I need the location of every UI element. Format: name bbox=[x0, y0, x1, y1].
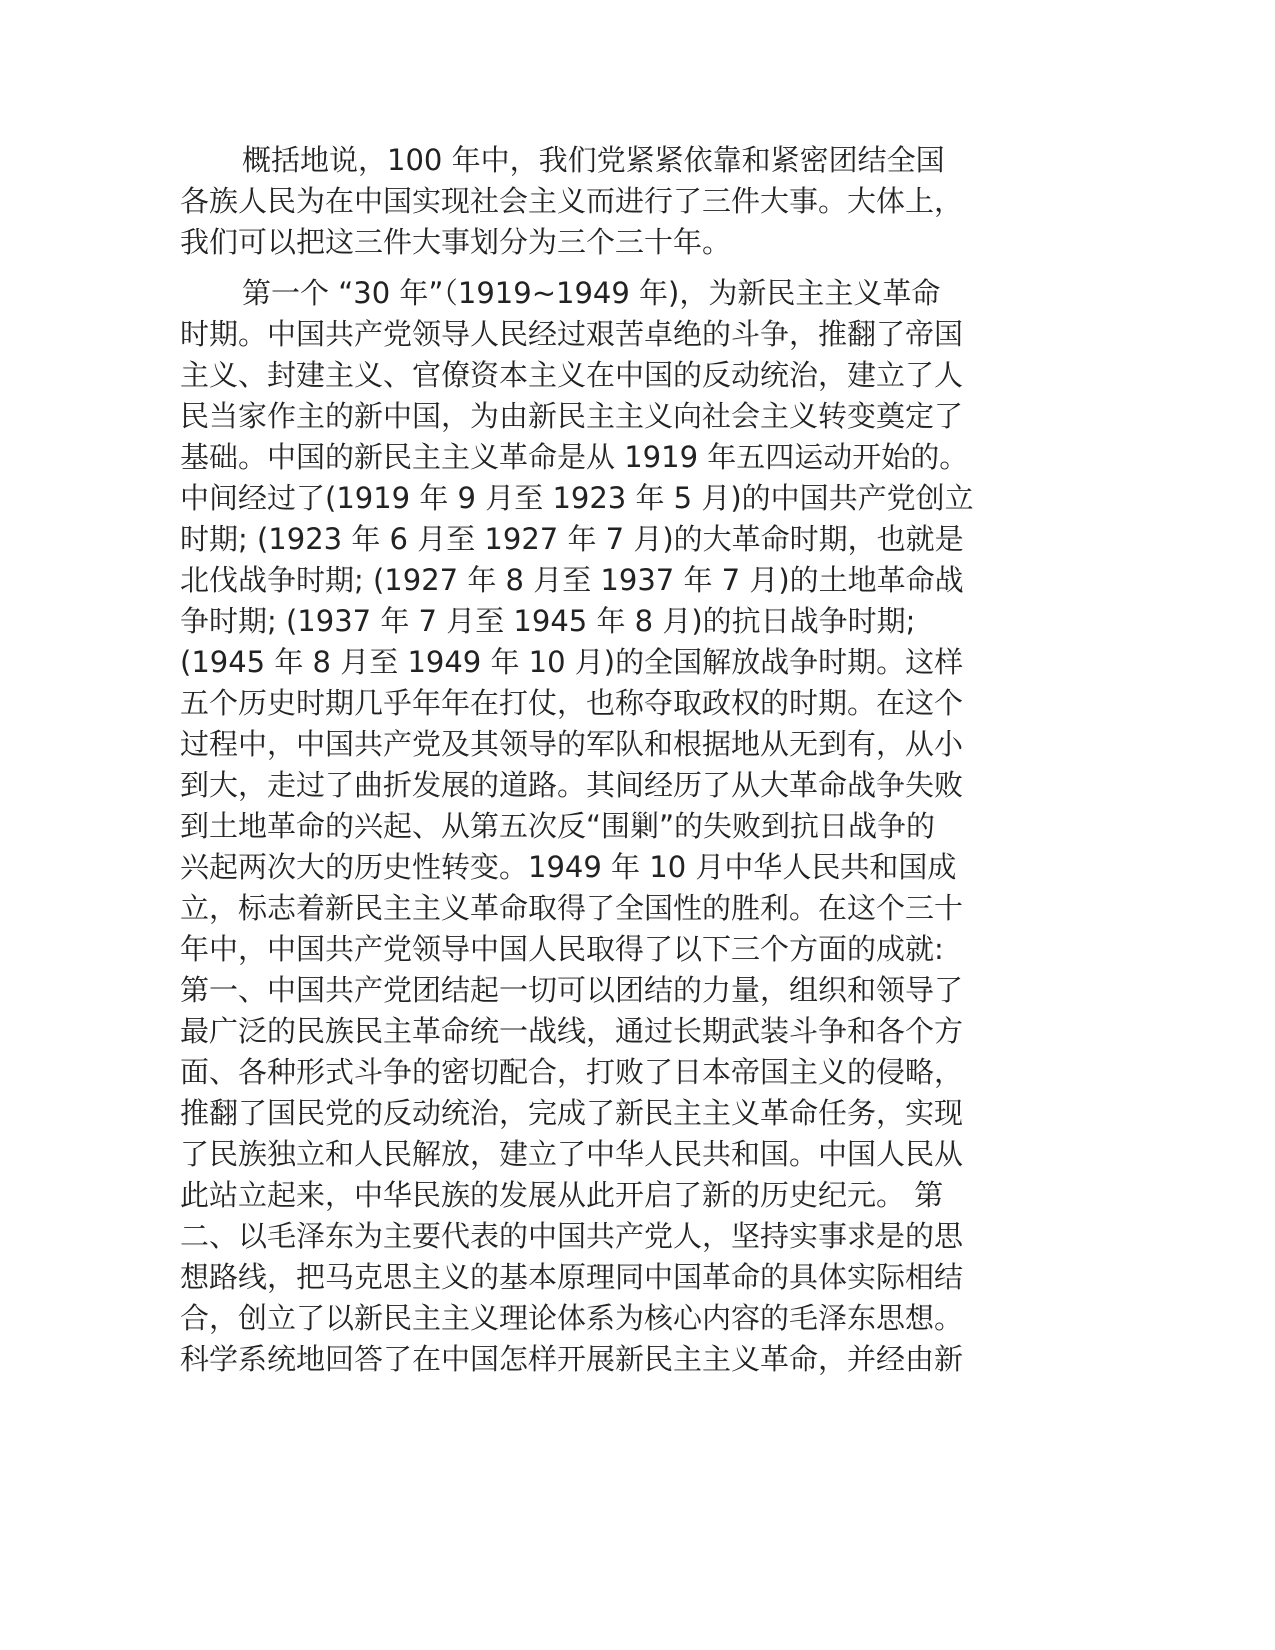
text-line: 概括地说，100 年中，我们党紧紧依靠和紧密团结全国 bbox=[242, 143, 945, 177]
text-line: (1945 年 8 月至 1949 年 10 月)的全国解放战争时期。这样 bbox=[180, 645, 964, 679]
text-line: 此站立起来，中华民族的发展从此开启了新的历史纪元。 第 bbox=[180, 1178, 944, 1212]
text-line: 各族人民为在中国实现社会主义而进行了三件大事。大体上， bbox=[180, 184, 964, 218]
paragraph-1 bbox=[180, 140, 1070, 263]
text-line: 面、各种形式斗争的密切配合，打败了日本帝国主义的侵略， bbox=[180, 1055, 964, 1089]
text-line: 到大，走过了曲折发展的道路。其间经历了从大革命战争失败 bbox=[180, 768, 964, 802]
text-line: 五个历史时期几乎年年在打仗，也称夺取政权的时期。在这个 bbox=[180, 686, 964, 720]
text-line: 年中，中国共产党领导中国人民取得了以下三个方面的成就: bbox=[180, 932, 944, 966]
text-line: 到土地革命的兴起、从第五次反“围剿”的失败到抗日战争的 bbox=[180, 809, 936, 843]
text-line: 过程中，中国共产党及其领导的军队和根据地从无到有，从小 bbox=[180, 727, 964, 761]
text-line: 时期。中国共产党领导人民经过艰苦卓绝的斗争，推翻了帝国 bbox=[180, 317, 964, 351]
text-line: 了民族独立和人民解放，建立了中华人民共和国。中国人民从 bbox=[180, 1137, 964, 1171]
paragraph-2 bbox=[180, 273, 1070, 1380]
text-line: 合，创立了以新民主主义理论体系为核心内容的毛泽东思想。 bbox=[180, 1301, 964, 1335]
text-line: 中间经过了(1919 年 9 月至 1923 年 5 月)的中国共产党创立 bbox=[180, 481, 974, 515]
text-line: 兴起两次大的历史性转变。1949 年 10 月中华人民共和国成 bbox=[180, 850, 957, 884]
text-line: 主义、封建主义、官僚资本主义在中国的反动统治，建立了人 bbox=[180, 358, 964, 392]
body-text bbox=[180, 140, 1070, 1380]
text-line: 第一个 “30 年”（1919~1949 年)，为新民主主义革命 bbox=[242, 276, 941, 310]
text-line: 想路线，把马克思主义的基本原理同中国革命的具体实际相结 bbox=[180, 1260, 964, 1294]
text-line: 北伐战争时期; (1927 年 8 月至 1937 年 7 月)的土地革命战 bbox=[180, 563, 964, 597]
text-line: 立，标志着新民主主义革命取得了全国性的胜利。在这个三十 bbox=[180, 891, 964, 925]
text-line: 二、以毛泽东为主要代表的中国共产党人，坚持实事求是的思 bbox=[180, 1219, 964, 1253]
text-line: 第一、中国共产党团结起一切可以团结的力量，组织和领导了 bbox=[180, 973, 964, 1007]
text-line: 推翻了国民党的反动统治，完成了新民主主义革命任务，实现 bbox=[180, 1096, 964, 1130]
text-line: 基础。中国的新民主主义革命是从 1919 年五四运动开始的。 bbox=[180, 440, 969, 474]
text-line: 最广泛的民族民主革命统一战线，通过长期武装斗争和各个方 bbox=[180, 1014, 964, 1048]
text-line: 我们可以把这三件大事划分为三个三十年。 bbox=[180, 225, 732, 259]
text-line: 民当家作主的新中国，为由新民主主义向社会主义转变奠定了 bbox=[180, 399, 964, 433]
text-line: 时期; (1923 年 6 月至 1927 年 7 月)的大革命时期，也就是 bbox=[180, 522, 964, 556]
text-line: 争时期; (1937 年 7 月至 1945 年 8 月)的抗日战争时期; bbox=[180, 604, 916, 638]
text-line: 科学系统地回答了在中国怎样开展新民主主义革命，并经由新 bbox=[180, 1342, 964, 1376]
